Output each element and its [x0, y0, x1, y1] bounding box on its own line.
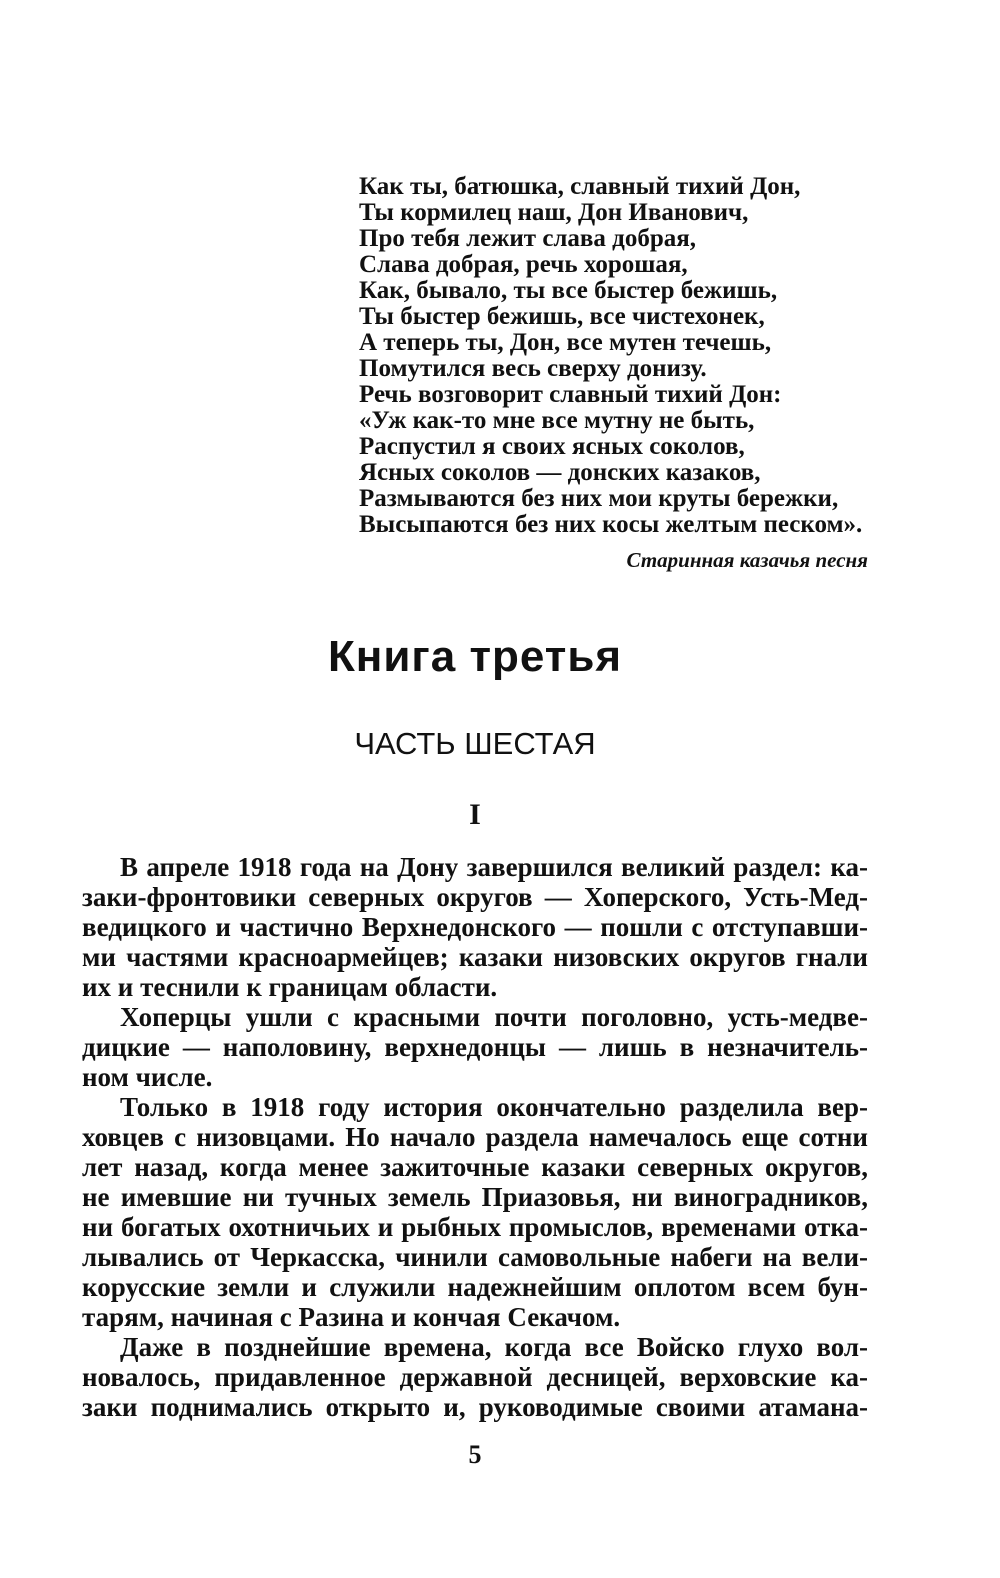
epigraph-line: «Уж как-то мне все мутну не быть, — [359, 407, 755, 434]
page-number: 5 — [468, 1440, 482, 1469]
text-line: тарям, начиная с Разина и кончая Секачом. — [82, 1302, 621, 1332]
part-title: ЧАСТЬ ШЕСТАЯ — [354, 726, 596, 761]
epigraph-line: Слава добрая, речь хорошая, — [359, 251, 688, 278]
text-line: ми частями красноармейцев; казаки низовских округов гнали — [82, 942, 868, 972]
chapter-body — [82, 852, 868, 1422]
book-title: Книга третья — [327, 632, 623, 681]
text-line: лывались от Черкасска, чинили самовольные набеги на вели- — [82, 1242, 868, 1272]
epigraph-line: Как, бывало, ты все быстер бежишь, — [359, 277, 778, 304]
text-line: корусские земли и служили надежнейшим оплотом всем бун- — [82, 1272, 868, 1302]
epigraph-line: Как ты, батюшка, славный тихий Дон, — [359, 173, 801, 200]
epigraph-source: Старинная казачья песня — [626, 548, 868, 572]
paragraph — [82, 1332, 868, 1422]
paragraph — [82, 852, 868, 1002]
text-line: заки-фронтовики северных округов — Хоперского, Усть-Мед- — [82, 882, 868, 912]
text-line: ни богатых охотничьих и рыбных промыслов, временами отка- — [82, 1212, 868, 1242]
text-line: Даже в позднейшие времена, когда все Войско глухо вол- — [120, 1332, 868, 1362]
epigraph — [359, 174, 879, 538]
text-line: ховцев с низовцами. Но начало раздела намечалось еще сотни — [82, 1122, 868, 1152]
text-line: Только в 1918 году история окончательно разделила вер- — [120, 1092, 868, 1122]
epigraph-line: Распустил я своих ясных соколов, — [359, 433, 745, 460]
text-line: их и теснили к границам области. — [82, 972, 498, 1002]
text-line: лет назад, когда менее зажиточные казаки северных округов, — [82, 1152, 868, 1182]
epigraph-line: Ты быстер бежишь, все чистехонек, — [359, 303, 765, 330]
text-line: заки поднимались открыто и, руководимые своими атамана- — [82, 1392, 868, 1422]
paragraph — [82, 1092, 868, 1332]
epigraph-line: Высыпаются без них косы желтым песком». — [359, 511, 863, 538]
epigraph-line: Ясных соколов — донских казаков, — [359, 459, 761, 486]
epigraph-line: Размываются без них мои круты бережки, — [359, 485, 839, 512]
epigraph-line: Речь возговорит славный тихий Дон: — [359, 381, 782, 408]
text-line: В апреле 1918 года на Дону завершился великий раздел: ка- — [120, 852, 868, 882]
paragraph — [82, 1002, 868, 1092]
text-line: не имевшие ни тучных земель Приазовья, ни виноградников, — [82, 1182, 868, 1212]
text-line: ведицкого и частично Верхнедонского — пошли с отступавши- — [82, 912, 868, 942]
text-line: новалось, придавленное державной десницей, верховские ка- — [82, 1362, 868, 1392]
epigraph-line: А теперь ты, Дон, все мутен течешь, — [359, 329, 772, 356]
epigraph-line: Про тебя лежит слава добрая, — [359, 225, 697, 252]
text-line: дицкие — наполовину, верхнедонцы — лишь в незначитель- — [82, 1032, 868, 1062]
text-line: ном числе. — [82, 1062, 213, 1092]
text-line: Хоперцы ушли с красными почти поголовно, усть-медве- — [120, 1002, 868, 1032]
chapter-number: I — [469, 798, 481, 831]
epigraph-line: Ты кормилец наш, Дон Иванович, — [359, 199, 749, 226]
epigraph-line: Помутился весь сверху донизу. — [359, 355, 707, 382]
